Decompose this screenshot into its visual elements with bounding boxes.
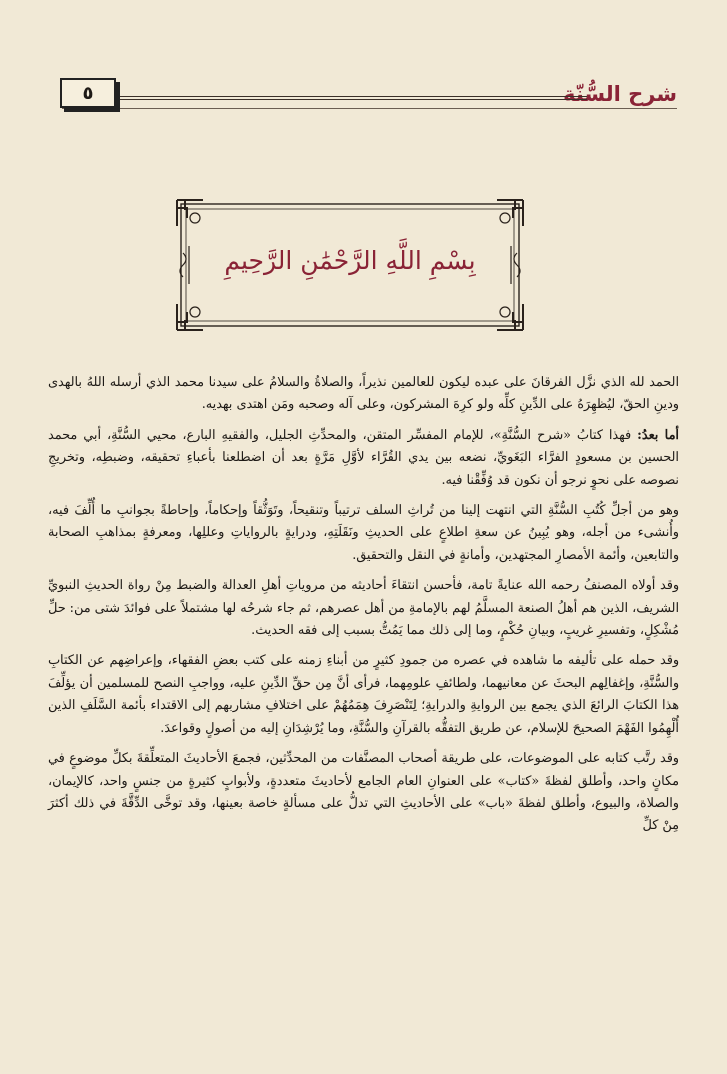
paragraph: وقد أولاه المصنفُ رحمه الله عنايةً تامة، فأحسن انتقاءَ أحاديثه من مروياتِ أهلِ العدالة والضبط مِنْ رواة الحديثِ النبويِّ الشريف، الذين هم أهلُ الصنعة المسلَّمُ لهم بالإمامةِ من أهل عصرهم، ثم جاء شرحُه لها مشتملاً على فوائدَ شتى من: حلِّ مُشْكِلٍ، وتفسيرِ غريبٍ، وبيانِ حُكْمٍ، وما إلى ذلك مما يَمُتُّ بسبب إلى فقه الحديث. (48, 578, 679, 639)
running-header-title: شرح السُّنّة (563, 82, 677, 106)
paragraph: وهو من أجلِّ كُتُبِ السُّنَّةِ التي انتهت إلينا من تُراثِ السلف ترتيباً وتنقيحاً، وتَوَثُّقاً وإحكاماً، وإحاطةً بجوانبِ ما أُلِّفَ فيه، وأُنشىء من أجله، وهو يُبِينُ عن سعةِ اطلاعٍ على الحديثِ ونَقَلَتِهِ، ودرايةٍ بالرواياتِ وعللِها، ومعرفةٍ بمذاهبِ الصحابة والتابعين، وأئمة الأمصارِ المجتهدين، وأمانةٍ في النقل والتحقيق. (48, 503, 679, 563)
page-number: ٥ (82, 82, 94, 104)
header-double-rule (118, 96, 587, 100)
header-thin-rule (62, 108, 677, 109)
basmala-frame (175, 198, 525, 332)
basmala-calligraphy: بِسْمِ اللَّهِ الرَّحْمَٰنِ الرَّحِيمِ (224, 246, 476, 275)
body-text (48, 372, 679, 846)
paragraph: أما بعدُ: فهذا كتابُ «شرح السُّنَّةِ»، للإمام المفسِّر المتقن، والمحدِّثِ الجليل، والفقيهِ البارع، محيي السُّنَّةِ، أبي محمد الحسين بن مسعودٍ الفرَّاء البَغَويِّ، نضعه بين يدي القُرَّاء لأوَّلِ مَرَّةٍ بعد أن اضطلعنا بأعباءِ تحقيقه، وضبطِه، وتخريجِ نصوصه على نحوٍ نرجو أن نكون قد وُفِّقْنا فيه. (48, 427, 679, 488)
paragraph: الحمد لله الذي نزَّل الفرقانَ على عبده ليكون للعالمين نذيراً، والصلاةُ والسلامُ على سيدنا محمد الذي أرسله اللهُ بالهدى ودينِ الحقّ، ليُظهِرَهُ على الدِّينِ كلِّه ولو كرِهَ المشركون، وعلى آله وصحبه ومَن اهتدى بهديه. (48, 375, 679, 413)
paragraph: وقد رتَّب كتابه على الموضوعات، على طريقة أصحاب المصنَّفات من المحدِّثين، فجمعَ الأحاديثَ المتعلِّقةَ بكلِّ موضوعٍ في مكانٍ واحد، وأطلق لفظةَ «كتاب» على العنوانِ العام الجامع لأحاديثَ متعددةٍ، ولأبوابٍ كثيرةٍ من جنسٍ واحد، كالإيمان، والصلاة، والبيوع، وأطلق لفظةَ «باب» على الأحاديثِ التي تدلُّ على مسألةٍ خاصة بعينها، وقد توخَّى الدِّقَّةَ في ذلك أكثرَ مِنْ كلِّ (48, 751, 679, 834)
paragraph: وقد حمله على تأليفه ما شاهده في عصره من جمودِ كثيرٍ من أبناءِ زمنه على كتب بعضِ الفقهاء، وإعراضِهم عن الكتابِ والسُّنَّةِ، وإغفالِهم البحثَ عن معانيهما، ولطائفِ علومِهما، فرأى أنَّ مِن حقِّ الدِّينِ عليه، وواجبِ النصح للمسلمين أن يؤلِّفَ هذا الكتابَ الرائعَ الذي يجمع بين الروايةِ والدرايةِ؛ لِتَنْصَرِفَ هِمَمُهُمْ على اختلافِ مشاربهم إلى الاقتداء بأئمة السَّلَفِ الذين أُلْهِمُوا الفَهْمَ الصحيحَ للإسلام، عن طريق التفقُّه بالقرآنِ والسُّنَّةِ، وما يُرْشِدَانِ إليه من أصولٍ وقواعدَ. (48, 653, 679, 736)
page-number-box (60, 78, 116, 108)
paragraph-lead: أما بعدُ: (637, 427, 679, 443)
